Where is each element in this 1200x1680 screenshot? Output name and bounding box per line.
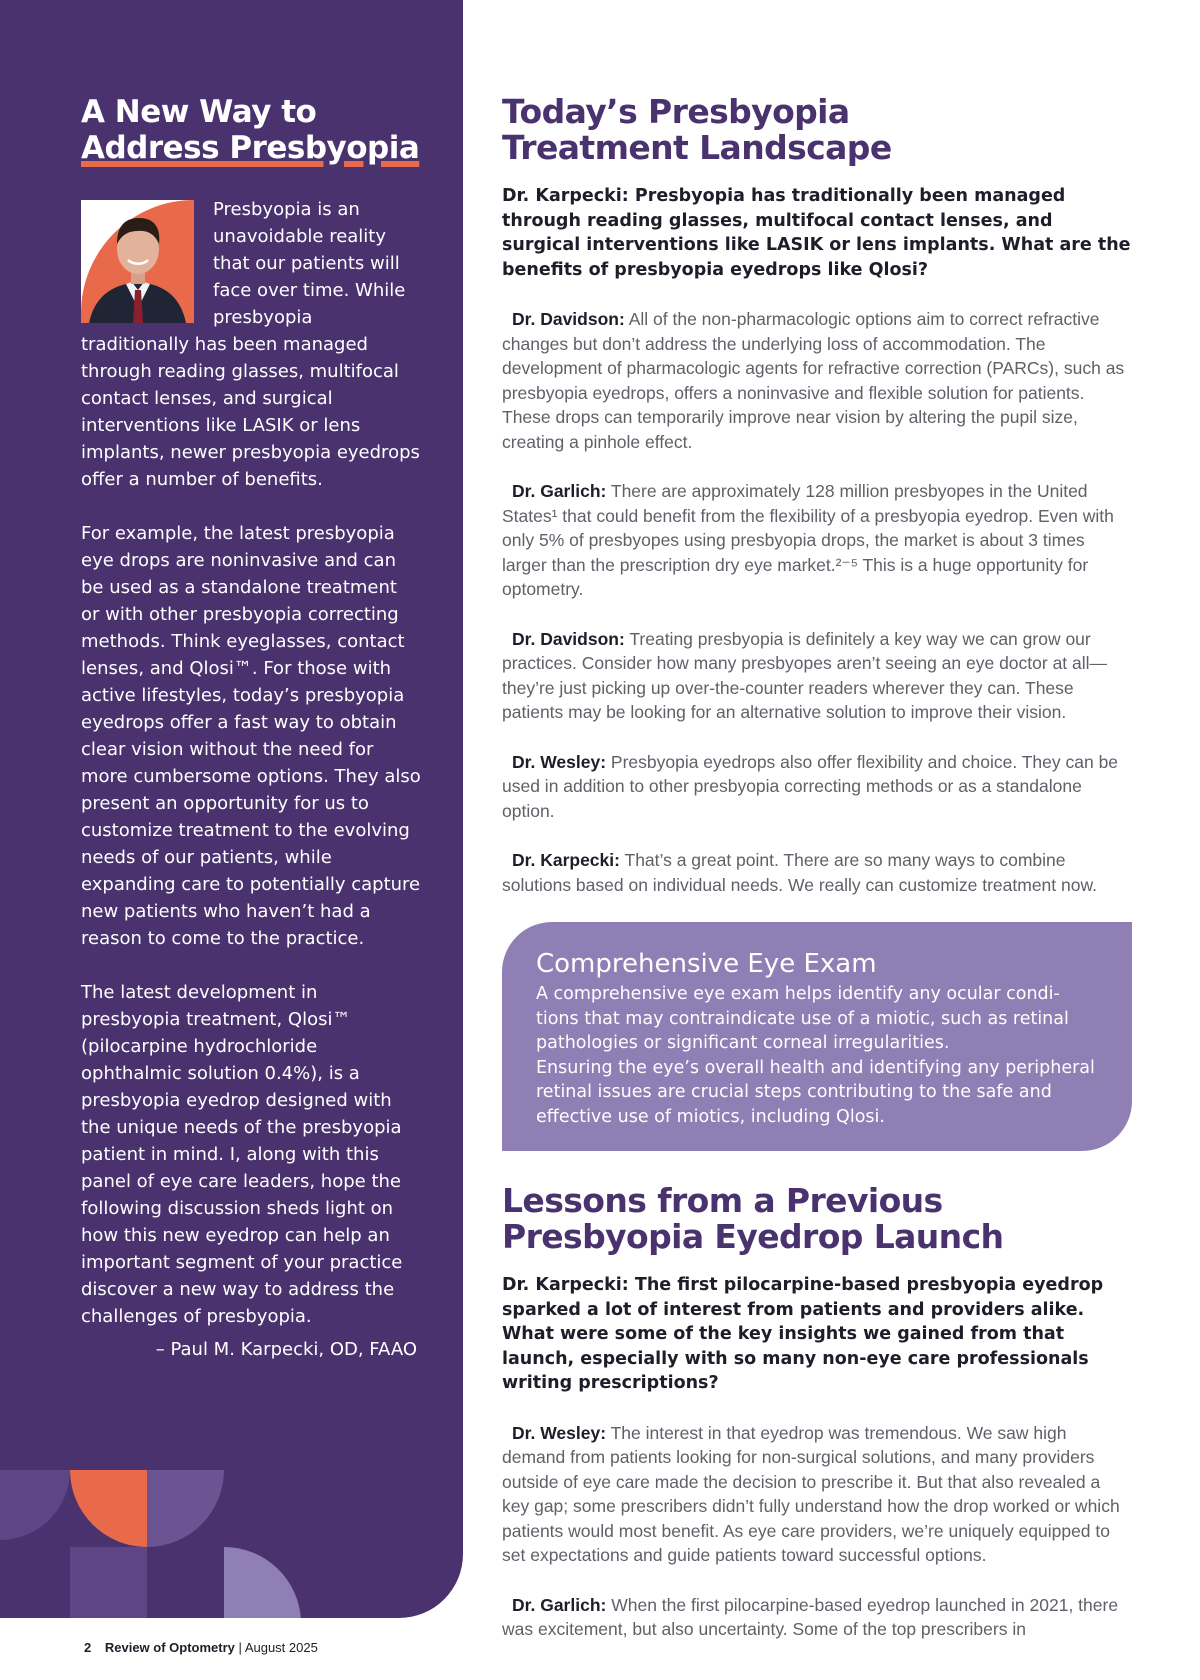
section-heading-treatment-landscape: Today’s Presbyopia Treatment Landscape bbox=[502, 92, 892, 167]
question-paragraph: Dr. Karpecki: The first pilocarpine-based presbyopia eyedrop sparked a lot of interest from patients and providers alike. What were some of the key insights we gained from that launch, especially with so many non-eye care professionals writing prescriptions? bbox=[502, 1275, 1104, 1393]
decorative-shapes bbox=[0, 1470, 463, 1618]
sidebar-intro-paragraph bbox=[81, 196, 421, 493]
sidebar-signature: – Paul M. Karpecki, OD, FAAO bbox=[155, 1339, 417, 1360]
callout-box bbox=[502, 922, 1132, 1151]
speaker-name: Dr. Garlich: bbox=[512, 481, 607, 501]
answer-paragraph: Dr. Garlich: There are approximately 128 million presbyopes in the United States¹ that could benefit from the flexibility of a presbyopia eyedrop. Even with only 5% of presbyopes using presbyopia drops, the market is about 3 times larger than the prescription dry eye market.²⁻⁵ This is a huge opportunity for optometry. bbox=[502, 481, 1114, 599]
answer-paragraph: Dr. Davidson: All of the non-pharmacologic options aim to correct refractive changes but don’t address the underlying loss of accommodation. The development of pharmacologic agents for refractive correction (PARCs), such as presbyopia eyedrops, offers a noninvasive and flexible solution for patients. These drops can temporarily improve near vision by altering the pupil size, creating a pinhole effect. bbox=[502, 309, 1125, 452]
speaker-name: Dr. Wesley: bbox=[512, 1422, 607, 1443]
sidebar-panel bbox=[0, 0, 463, 1618]
speaker-name: Dr. Garlich: bbox=[512, 1594, 607, 1615]
speaker-name: Dr. Karpecki: bbox=[502, 1275, 629, 1295]
speaker-name: Dr. Wesley: bbox=[512, 751, 607, 772]
speaker-name: Dr. Karpecki: bbox=[512, 850, 620, 870]
callout-title: Comprehensive Eye Exam bbox=[536, 949, 877, 979]
answer-paragraph: Dr. Wesley: Presbyopia eyedrops also offer flexibility and choice. They can be used in addition to other presbyopia correcting methods or as a standalone option. bbox=[502, 751, 1119, 821]
photo-float-spacer bbox=[81, 196, 213, 321]
answer-paragraph: Dr. Wesley: The interest in that eyedrop was tremendous. We saw high demand from patients looking for non-surgical solutions, and many providers outside of eye care made the decision to prescribe it. But that also revealed a key gap; some prescribers didn’t fully understand how the drop worked or which patients would most benefit. As eye care providers, we’re uniquely equipped to set expectations and guide patients toward successful options. bbox=[502, 1422, 1120, 1565]
callout-paragraph-1: A comprehensive eye exam helps identify any ocular conditions that may contraindicate use of a miotic, such as retinal pathologies or significant corneal irregularities. bbox=[536, 984, 1069, 1053]
page-number: 2 bbox=[84, 1640, 92, 1655]
footer-separator: | bbox=[238, 1640, 242, 1655]
question-paragraph: Dr. Karpecki: Presbyopia has traditionally been managed through reading glasses, multifocal contact lenses, and surgical interventions like LASIK or lens implants. What are the benefits of presbyopia eyedrops like Qlosi? bbox=[502, 186, 1131, 280]
sidebar-paragraph-3: The latest development in presbyopia treatment, Qlosi™ (pilocarpine hydrochloride ophthalmic solution 0.4%), is a presbyopia eyedrop designed with the unique needs of the presbyopia patient in mind. I, along with this panel of eye care leaders, hope the following discussion sheds light on how this new eyedrop can help an important segment of your practice discover a new way to address the challenges of presbyopia. bbox=[81, 982, 403, 1327]
sidebar-intro-text: Presbyopia is an unavoidable reality that our patients will face over time. While presbyopia traditionally has been managed through reading glasses, multifocal contact lenses, and surgical interventions like LASIK or lens implants, newer presbyopia eyedrops offer a number of benefits. bbox=[81, 199, 420, 490]
answer-paragraph: Dr. Garlich: When the first pilocarpine-based eyedrop launched in 2021, there was excitement, but also uncertainty. Some of the top prescribers in bbox=[502, 1594, 1119, 1639]
sidebar-title-line2: Address Presbyopia bbox=[81, 130, 420, 166]
answer-paragraph: Dr. Karpecki: That’s a great point. There are so many ways to combine solutions based on individual needs. We really can customize treatment now. bbox=[502, 850, 1098, 895]
answer-paragraph: Dr. Davidson: Treating presbyopia is definitely a key way we can grow our practices. Consider how many presbyopes aren’t seeing an eye doctor at all—they’re just picking up over-the-counter readers wherever they can. These patients may be looking for an alternative solution to improve their vision. bbox=[502, 628, 1108, 722]
sidebar-title bbox=[81, 94, 441, 166]
issue-date: August 2025 bbox=[244, 1640, 318, 1655]
speaker-name: Dr. Karpecki: bbox=[502, 186, 629, 206]
publication-name: Review of Optometry bbox=[104, 1640, 235, 1655]
section-heading-lessons: Lessons from a Previous Presbyopia Eyedrop Launch bbox=[502, 1181, 1004, 1256]
speaker-name: Dr. Davidson: bbox=[512, 628, 625, 649]
sidebar-paragraph-2: For example, the latest presbyopia eye drops are noninvasive and can be used as a standalone treatment or with other presbyopia correcting methods. Think eyeglasses, contact lenses, and Qlosi™. For those with active lifestyles, today’s presbyopia eyedrops offer a fast way to obtain clear vision without the need for more cumbersome options. They also present an opportunity for us to customize treatment to the evolving needs of our patients, while expanding care to potentially capture new patients who haven’t had a reason to come to the practice. bbox=[81, 523, 421, 949]
page-footer bbox=[84, 1640, 318, 1655]
main-column bbox=[502, 94, 1132, 1667]
sidebar-body bbox=[81, 196, 421, 1390]
sidebar-title-line1: A New Way to bbox=[81, 94, 317, 130]
callout-paragraph-2: Ensuring the eye’s overall health and identifying any peripheral retinal issues are crucial steps contributing to the safe and effective use of miotics, including Qlosi. bbox=[536, 1057, 1095, 1127]
speaker-name: Dr. Davidson: bbox=[512, 309, 625, 329]
